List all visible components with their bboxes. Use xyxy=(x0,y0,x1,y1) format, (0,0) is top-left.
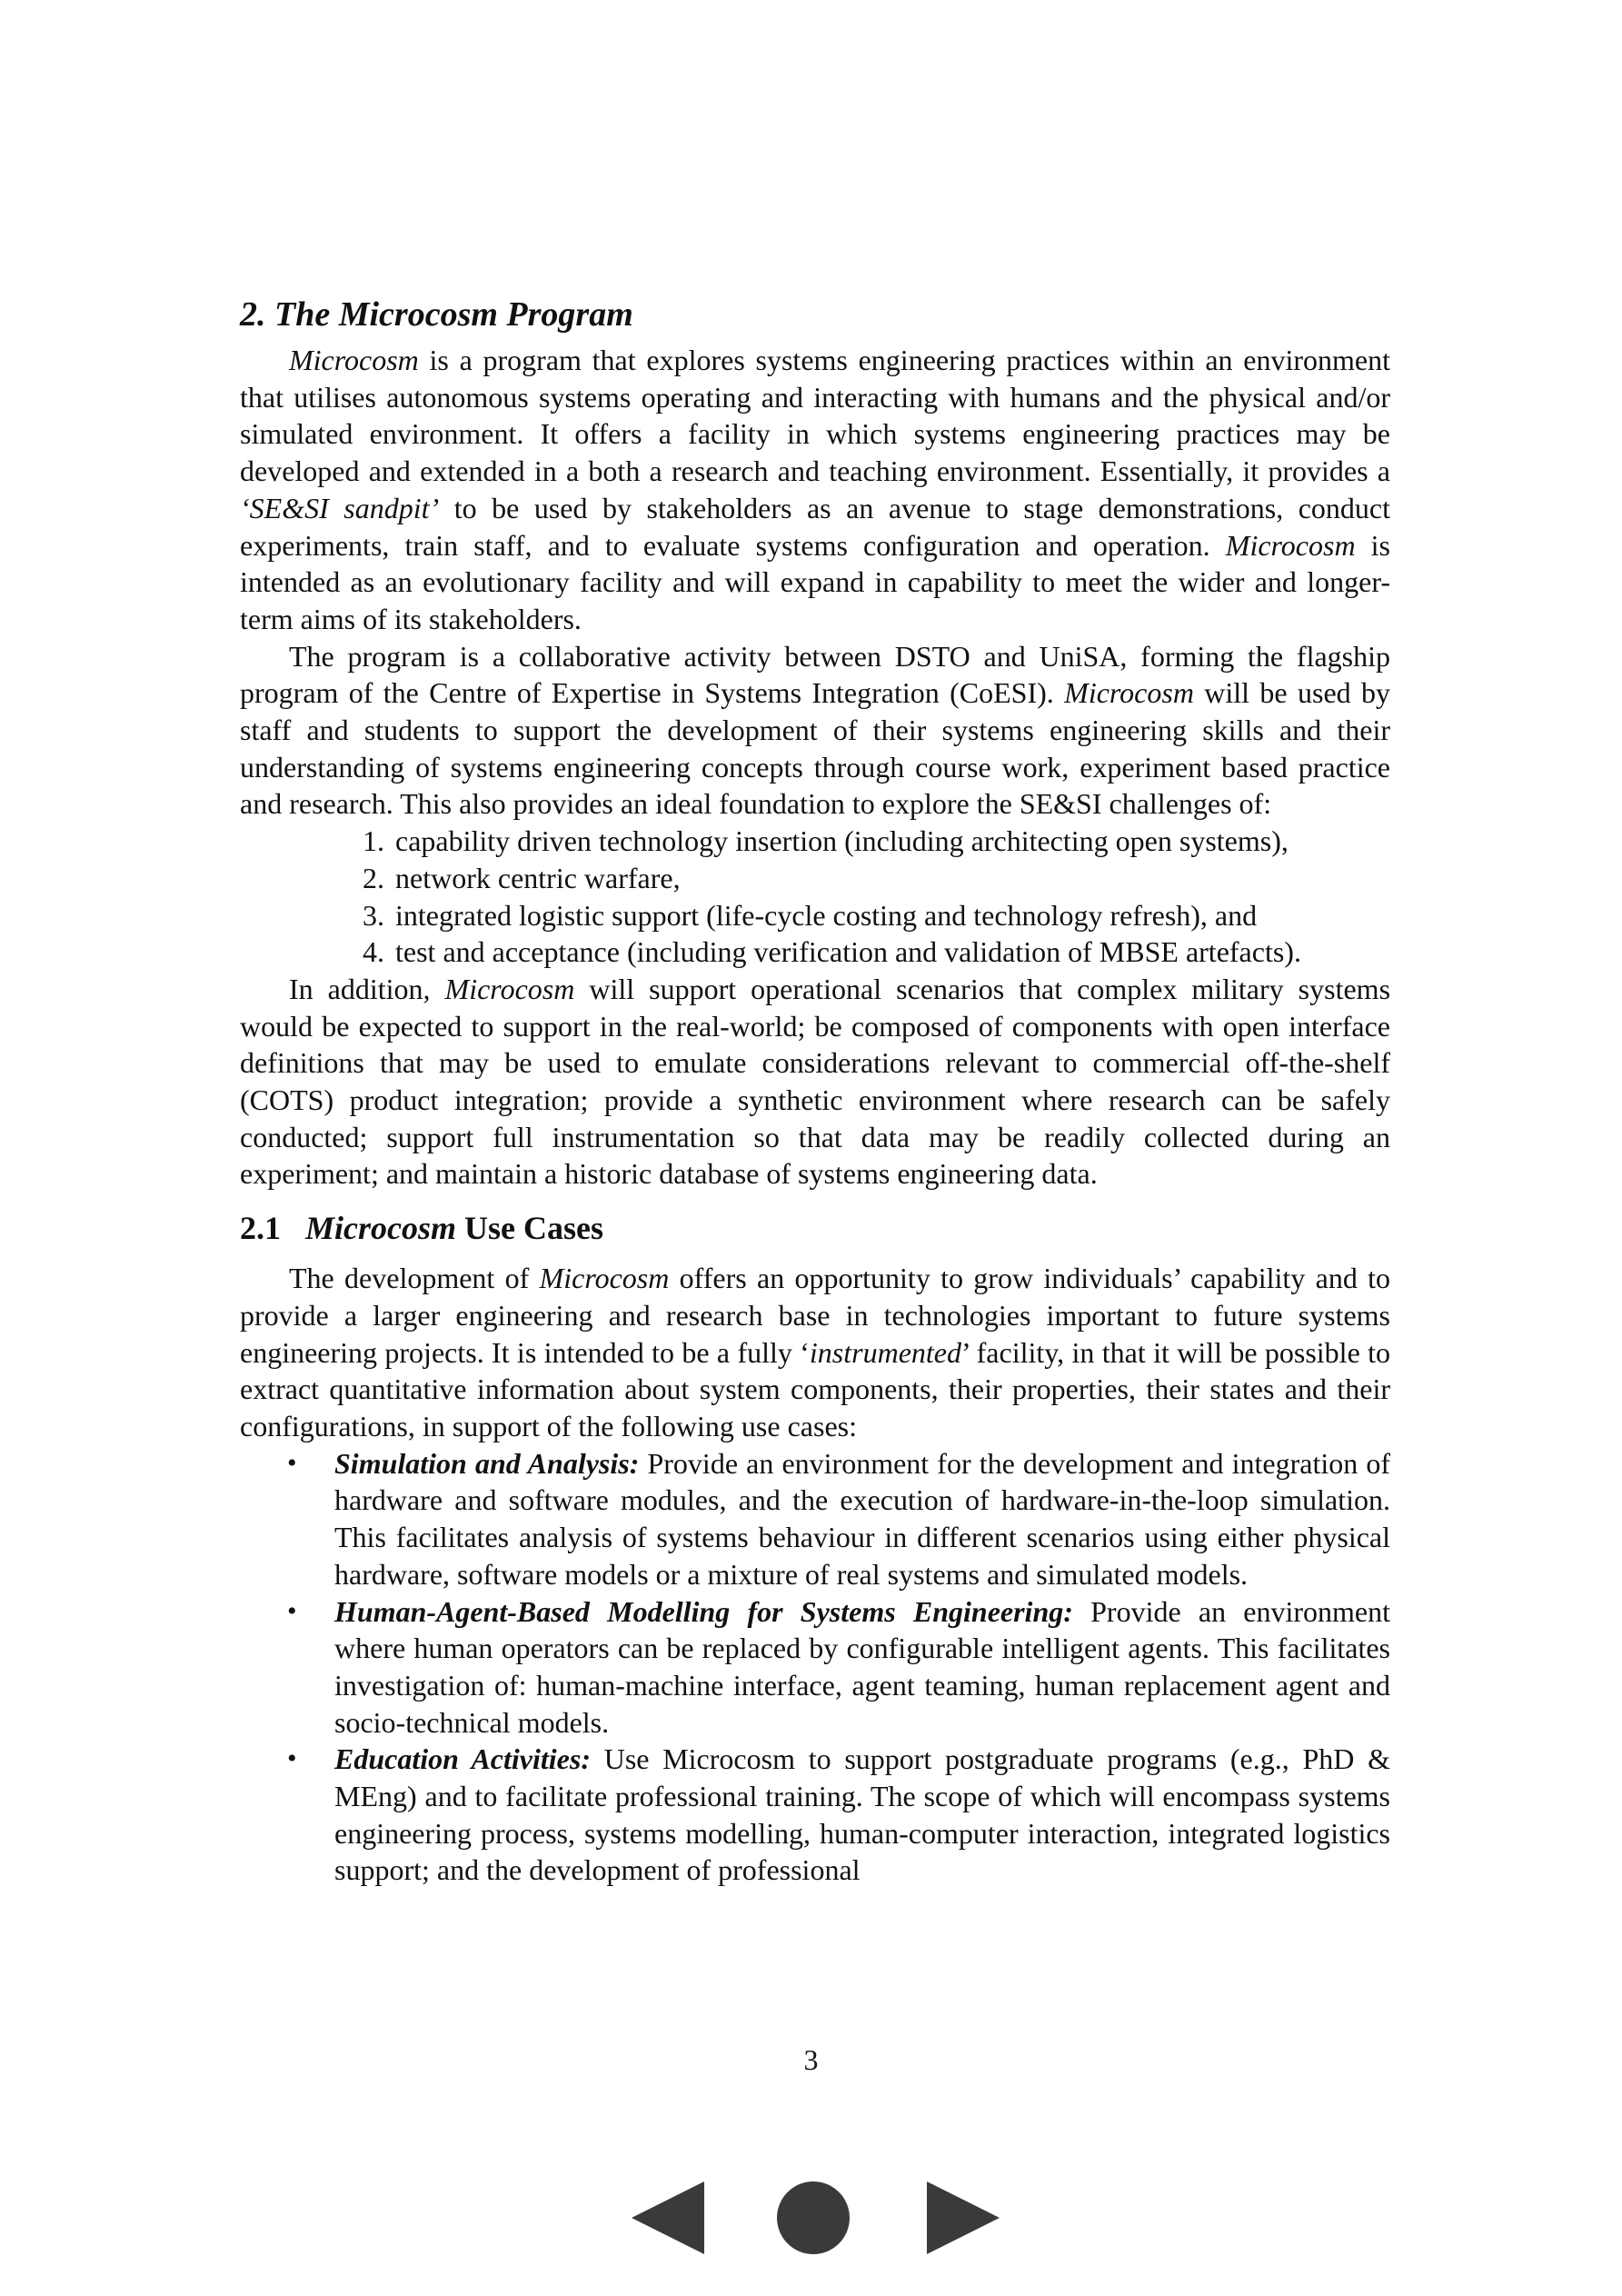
list-item: • Human-Agent-Based Modelling for Systems Engineering: Provide an environment where human operators can be replaced by configurable intelligent agents. This facilitates investigation of: human-machine interface, agent teaming, human replacement agent and socio-technical models. xyxy=(240,1593,1390,1742)
list-item: 1. capability driven technology insertion (including architecting open systems), xyxy=(363,824,1289,858)
list-item: • Education Activities: Use Microcosm to support postgraduate programs (e.g., PhD & MEng) and to facilitate professional training. The scope of which will encompass systems engineering process, systems modelling, human-computer interaction, integrated logistics support; and the development of professional xyxy=(240,1741,1390,1889)
section-paragraph-3: In addition, Microcosm will support operational scenarios that complex military systems would be expected to support in the real-world; be composed of components with open interface definitions that may be used to emulate considerations relevant to commercial off-the-shelf (COTS) product integration; provide a synthetic environment where research can be safely conducted; support full instrumentation so that data may be readily collected during an experiment; and maintain a historic database of systems engineering data. xyxy=(240,972,1391,1191)
page-number: 3 xyxy=(803,2043,819,2076)
list-item: • Simulation and Analysis: Provide an environment for the development and integration of hardware and software modules, and the execution of hardware-in-the-loop simulation. This facilitates analysis of systems behaviour in different scenarios using either physical hardware, software models or a mixture of real systems and simulated models. xyxy=(240,1445,1390,1593)
use-case-label: Education Activities: xyxy=(334,1742,591,1776)
page-navigation xyxy=(632,2181,1004,2254)
triangle-right-icon xyxy=(927,2181,1000,2254)
use-case-label: Human-Agent-Based Modelling for Systems Engineering: xyxy=(334,1594,1073,1628)
list-item: 4. test and acceptance (including verification and validation of MBSE artefacts). xyxy=(363,935,1301,969)
previous-page-button[interactable] xyxy=(632,2181,704,2254)
home-button[interactable] xyxy=(777,2181,850,2254)
section-paragraph-2: The program is a collaborative activity between DSTO and UniSA, forming the flagship program of the Centre of Expertise in Systems Integration (CoESI). Microcosm will be used by staff and students to support the development of their systems engineering skills and their understanding of systems engineering concepts through course work, experiment based practice and research. This also provides an ideal foundation to explore the SE&SI challenges of: xyxy=(240,639,1391,821)
section-paragraph-1: Microcosm is a program that explores systems engineering practices within an environment that utilises autonomous systems operating and interacting with humans and the physical and/or simulated environment. It offers a facility in which systems engineering practices may be developed and extended in a both a research and teaching environment. Essentially, it provides a ‘SE&SI sandpit’ to be used by stakeholders as an avenue to stage demonstrations, conduct experiments, train staff, and to evaluate systems configuration and operation. Microcosm is intended as an evolutionary facility and will expand in capability to meet the wider and longer-term aims of its stakeholders. xyxy=(240,344,1391,635)
section-heading: 2. The Microcosm Program xyxy=(240,295,633,334)
bullet-icon: • xyxy=(287,1595,297,1626)
bullet-icon: • xyxy=(287,1743,297,1774)
use-cases-list xyxy=(240,1445,1390,1889)
challenges-list xyxy=(240,823,1390,971)
bullet-icon: • xyxy=(287,1447,297,1478)
use-case-label: Simulation and Analysis: xyxy=(334,1446,640,1480)
circle-icon xyxy=(777,2181,850,2254)
document-page xyxy=(240,287,1390,1889)
triangle-left-icon xyxy=(632,2181,704,2254)
next-page-button[interactable] xyxy=(927,2181,1000,2254)
list-item: 3. integrated logistic support (life-cycle costing and technology refresh), and xyxy=(363,898,1258,932)
list-item: 2. network centric warfare, xyxy=(363,861,681,894)
subsection-intro: The development of Microcosm offers an opportunity to grow individuals’ capability and to provide a larger engineering and research base in technologies important to future systems engineering projects. It is intended to be a fully ‘instrumented’ facility, in that it will be possible to extract quantitative information about system components, their properties, their states and their configurations, in support of the following use cases: xyxy=(240,1262,1391,1442)
subsection-heading: 2.1 Microcosm Use Cases xyxy=(240,1210,603,1247)
